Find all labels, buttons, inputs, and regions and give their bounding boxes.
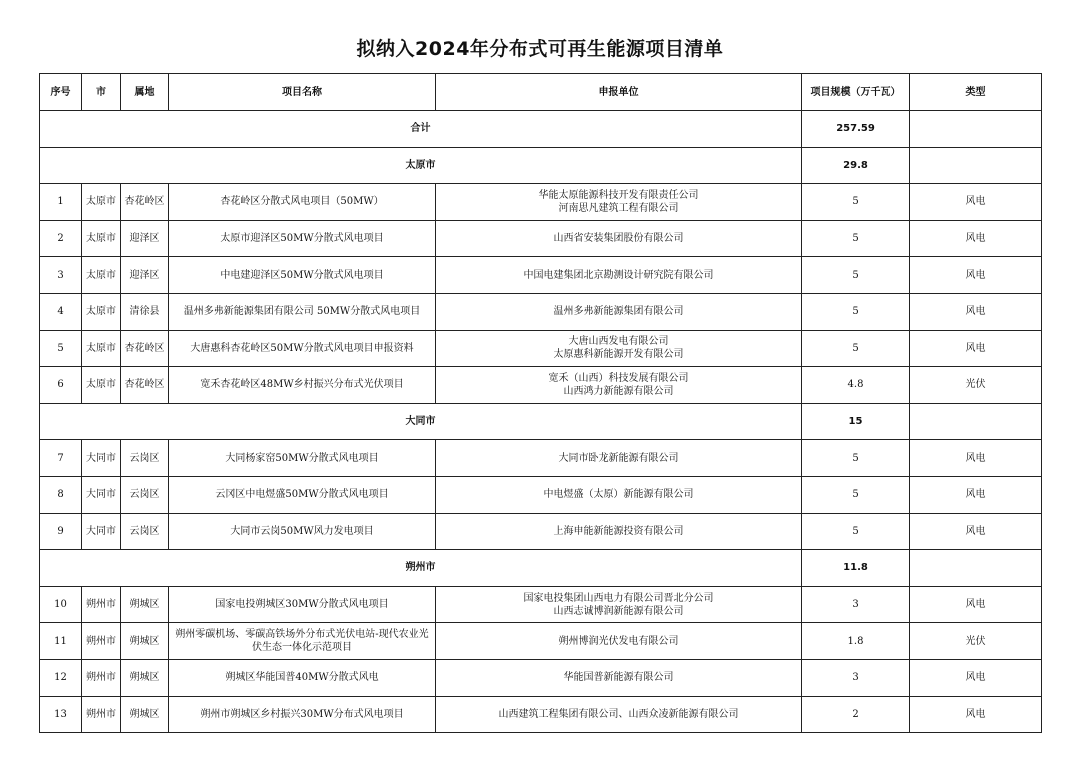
- row-applicant-unit: [436, 696, 802, 733]
- row-city: 朔州市: [82, 623, 121, 660]
- row-city: 大同市: [82, 476, 121, 513]
- row-type: 风电: [910, 440, 1042, 477]
- row-applicant-unit: [436, 220, 802, 257]
- row-applicant-unit-line: 华能太原能源科技开发有限责任公司: [538, 189, 699, 201]
- group-label: 太原市: [40, 147, 802, 184]
- row-seq: 11: [40, 623, 82, 660]
- row-city: 朔州市: [82, 659, 121, 696]
- group-scale: 11.8: [802, 550, 910, 587]
- row-district: 杏花岭区: [121, 184, 169, 221]
- row-applicant-unit-line: 太原惠科新能源开发有限公司: [553, 349, 684, 361]
- row-district: 云岗区: [121, 440, 169, 477]
- row-project-name-line: 国家电投朔城区30MW分散式风电项目: [215, 599, 389, 611]
- row-project-name: [169, 184, 436, 221]
- group-label: 朔州市: [40, 550, 802, 587]
- row-project-name: [169, 220, 436, 257]
- table-row: [40, 696, 1042, 733]
- row-applicant-unit-line: 大同市卧龙新能源有限公司: [558, 452, 679, 464]
- group-scale: 29.8: [802, 147, 910, 184]
- row-type: 风电: [910, 293, 1042, 330]
- group-label: 大同市: [40, 403, 802, 440]
- row-project-name-line: 朔州零碳机场、零碳高铁场外分布式光伏电站-现代农业光: [175, 629, 429, 641]
- row-project-name-line: 杏花岭区分散式风电项目（50MW）: [220, 196, 384, 208]
- row-seq: 9: [40, 513, 82, 550]
- table-body: [40, 111, 1042, 733]
- group-row: [40, 147, 1042, 184]
- row-scale: 2: [802, 696, 910, 733]
- table-row: [40, 367, 1042, 404]
- row-district: 迎泽区: [121, 257, 169, 294]
- table-row: [40, 659, 1042, 696]
- row-type: 风电: [910, 696, 1042, 733]
- row-project-name: [169, 586, 436, 623]
- row-applicant-unit: [436, 440, 802, 477]
- header-scale: 项目规模（万千瓦）: [802, 74, 910, 111]
- row-applicant-unit-line: 中电煜盛（太原）新能源有限公司: [543, 489, 694, 501]
- row-district: 杏花岭区: [121, 367, 169, 404]
- row-scale: 4.8: [802, 367, 910, 404]
- row-applicant-unit-line: 中国电建集团北京勘测设计研究院有限公司: [523, 269, 714, 281]
- table-row: [40, 293, 1042, 330]
- row-project-name: [169, 513, 436, 550]
- row-type: 风电: [910, 220, 1042, 257]
- row-project-name: [169, 440, 436, 477]
- header-applicant-unit: 申报单位: [436, 74, 802, 111]
- row-project-name-line: 温州多弗新能源集团有限公司 50MW分散式风电项目: [183, 306, 421, 318]
- total-row: [40, 111, 1042, 148]
- row-seq: 2: [40, 220, 82, 257]
- table-row: [40, 184, 1042, 221]
- row-project-name-line: 朔州市朔城区乡村振兴30MW分布式风电项目: [200, 708, 404, 720]
- row-project-name: [169, 476, 436, 513]
- row-type: 风电: [910, 330, 1042, 367]
- table-row: [40, 513, 1042, 550]
- row-scale: 1.8: [802, 623, 910, 660]
- group-scale: 15: [802, 403, 910, 440]
- row-district: 朔城区: [121, 659, 169, 696]
- row-city: 大同市: [82, 440, 121, 477]
- row-project-name: [169, 293, 436, 330]
- table-row: [40, 586, 1042, 623]
- document-title: 拟纳入2024年分布式可再生能源项目清单: [356, 38, 724, 60]
- row-type: 风电: [910, 513, 1042, 550]
- row-type: 光伏: [910, 623, 1042, 660]
- row-project-name-line: 伏生态一体化示范项目: [252, 642, 352, 654]
- row-applicant-unit-line: 上海申能新能源投资有限公司: [553, 525, 684, 537]
- row-type: 风电: [910, 586, 1042, 623]
- row-seq: 10: [40, 586, 82, 623]
- row-scale: 5: [802, 220, 910, 257]
- table-row: [40, 330, 1042, 367]
- total-scale: 257.59: [802, 111, 910, 148]
- row-applicant-unit-line: 国家电投集团山西电力有限公司晋北分公司: [523, 592, 714, 604]
- row-applicant-unit-line: 山西建筑工程集团有限公司、山西众凌新能源有限公司: [498, 708, 739, 720]
- row-applicant-unit-line: 山西鸿力新能源有限公司: [563, 385, 674, 397]
- group-row: [40, 403, 1042, 440]
- row-seq: 12: [40, 659, 82, 696]
- group-type-empty: [910, 403, 1042, 440]
- row-city: 朔州市: [82, 696, 121, 733]
- row-applicant-unit-line: 河南思凡建筑工程有限公司: [558, 202, 679, 214]
- row-applicant-unit: [436, 293, 802, 330]
- group-row: [40, 550, 1042, 587]
- row-district: 云岗区: [121, 476, 169, 513]
- table-row: [40, 220, 1042, 257]
- row-district: 清徐县: [121, 293, 169, 330]
- row-scale: 3: [802, 659, 910, 696]
- row-scale: 5: [802, 257, 910, 294]
- row-project-name-line: 朔城区华能国普40MW分散式风电: [225, 672, 379, 684]
- row-city: 太原市: [82, 367, 121, 404]
- row-project-name-line: 云冈区中电煜盛50MW分散式风电项目: [215, 489, 389, 501]
- header-seq: 序号: [40, 74, 82, 111]
- row-applicant-unit: [436, 257, 802, 294]
- row-scale: 5: [802, 330, 910, 367]
- table-row: [40, 476, 1042, 513]
- row-seq: 13: [40, 696, 82, 733]
- row-scale: 5: [802, 440, 910, 477]
- row-project-name-line: 大同市云岗50MW风力发电项目: [230, 525, 374, 537]
- row-district: 朔城区: [121, 586, 169, 623]
- row-scale: 5: [802, 184, 910, 221]
- row-city: 太原市: [82, 184, 121, 221]
- row-type: 风电: [910, 659, 1042, 696]
- total-type-empty: [910, 111, 1042, 148]
- row-city: 太原市: [82, 293, 121, 330]
- group-type-empty: [910, 550, 1042, 587]
- header-city: 市: [82, 74, 121, 111]
- table-row: [40, 623, 1042, 660]
- row-applicant-unit-line: 山西省安装集团股份有限公司: [553, 233, 684, 245]
- table-row: [40, 257, 1042, 294]
- row-applicant-unit: [436, 659, 802, 696]
- row-project-name: [169, 696, 436, 733]
- row-type: 风电: [910, 184, 1042, 221]
- header-type: 类型: [910, 74, 1042, 111]
- total-label: 合计: [40, 111, 802, 148]
- row-applicant-unit: [436, 330, 802, 367]
- table-row: [40, 440, 1042, 477]
- row-district: 云岗区: [121, 513, 169, 550]
- row-seq: 3: [40, 257, 82, 294]
- row-city: 大同市: [82, 513, 121, 550]
- row-project-name: [169, 659, 436, 696]
- header-project-name: 项目名称: [169, 74, 436, 111]
- row-project-name: [169, 330, 436, 367]
- row-scale: 5: [802, 513, 910, 550]
- row-applicant-unit: [436, 184, 802, 221]
- row-applicant-unit: [436, 623, 802, 660]
- row-type: 风电: [910, 476, 1042, 513]
- row-applicant-unit-line: 温州多弗新能源集团有限公司: [553, 306, 684, 318]
- row-scale: 5: [802, 476, 910, 513]
- table-header-row: [40, 74, 1042, 111]
- row-city: 太原市: [82, 257, 121, 294]
- row-applicant-unit-line: 山西志诚博润新能源有限公司: [553, 605, 684, 617]
- row-project-name: [169, 257, 436, 294]
- row-project-name-line: 中电建迎泽区50MW分散式风电项目: [220, 269, 384, 281]
- row-project-name-line: 太原市迎泽区50MW分散式风电项目: [220, 233, 384, 245]
- row-project-name: [169, 623, 436, 660]
- row-applicant-unit-line: 大唐山西发电有限公司: [568, 336, 669, 348]
- header-district: 属地: [121, 74, 169, 111]
- row-seq: 1: [40, 184, 82, 221]
- row-scale: 5: [802, 293, 910, 330]
- row-type: 光伏: [910, 367, 1042, 404]
- row-city: 太原市: [82, 330, 121, 367]
- row-applicant-unit-line: 宽禾（山西）科技发展有限公司: [548, 372, 689, 384]
- row-applicant-unit-line: 华能国普新能源有限公司: [563, 672, 674, 684]
- row-project-name-line: 宽禾杏花岭区48MW乡村振兴分布式光伏项目: [200, 379, 404, 391]
- project-table: [39, 73, 1042, 733]
- row-project-name-line: 大唐惠科杏花岭区50MW分散式风电项目申报资料: [190, 342, 414, 354]
- row-seq: 5: [40, 330, 82, 367]
- row-seq: 6: [40, 367, 82, 404]
- row-type: 风电: [910, 257, 1042, 294]
- row-seq: 4: [40, 293, 82, 330]
- row-project-name: [169, 367, 436, 404]
- row-applicant-unit: [436, 367, 802, 404]
- row-district: 杏花岭区: [121, 330, 169, 367]
- row-applicant-unit-line: 朔州博润光伏发电有限公司: [558, 635, 679, 647]
- row-district: 迎泽区: [121, 220, 169, 257]
- row-district: 朔城区: [121, 696, 169, 733]
- row-city: 太原市: [82, 220, 121, 257]
- row-scale: 3: [802, 586, 910, 623]
- row-applicant-unit: [436, 586, 802, 623]
- row-project-name-line: 大同杨家窑50MW分散式风电项目: [225, 452, 379, 464]
- row-applicant-unit: [436, 476, 802, 513]
- row-district: 朔城区: [121, 623, 169, 660]
- row-city: 朔州市: [82, 586, 121, 623]
- group-type-empty: [910, 147, 1042, 184]
- row-applicant-unit: [436, 513, 802, 550]
- row-seq: 8: [40, 476, 82, 513]
- row-seq: 7: [40, 440, 82, 477]
